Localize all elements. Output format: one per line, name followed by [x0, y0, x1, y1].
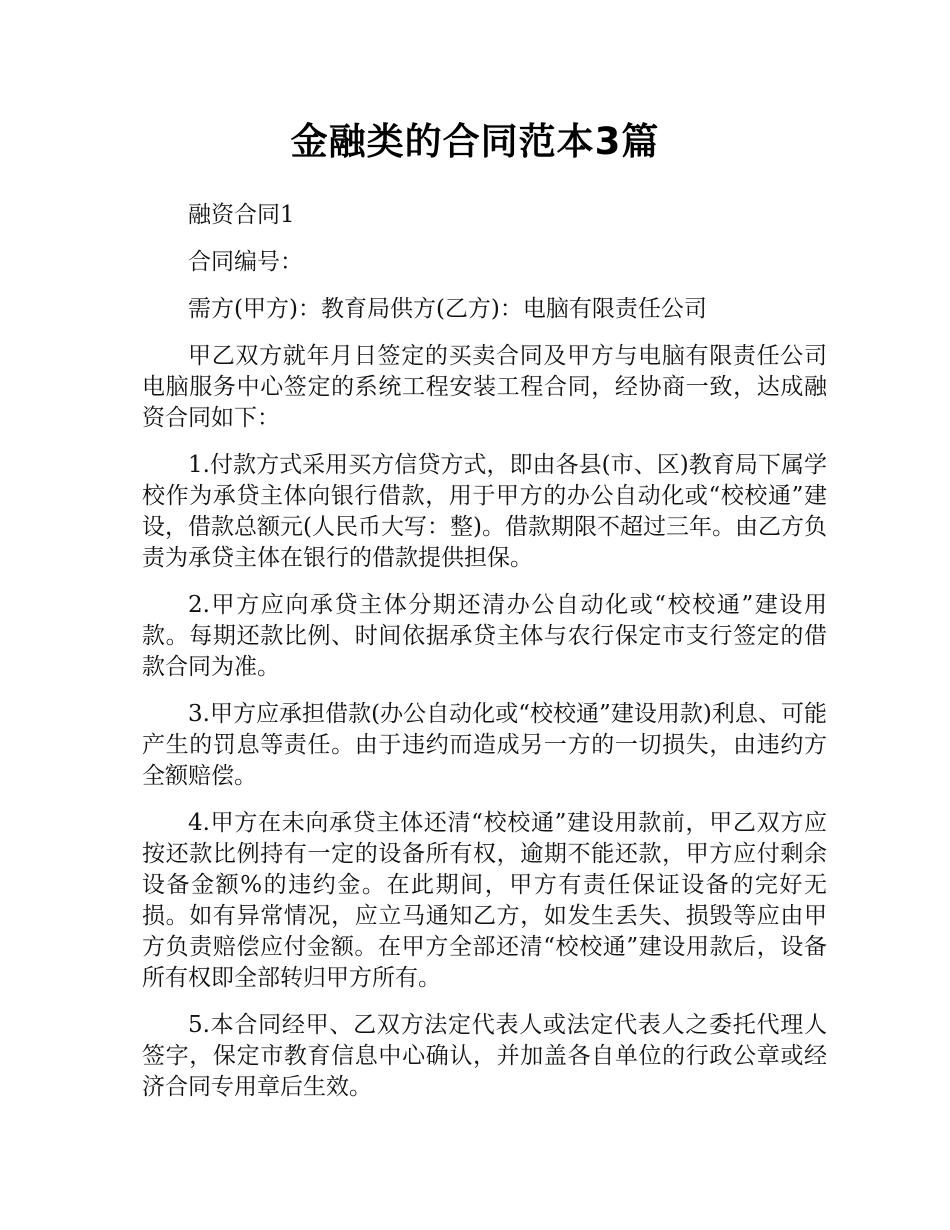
paragraph-contract-heading: 融资合同1 — [188, 202, 295, 228]
document-title: 金融类的合同范本3篇 — [290, 120, 660, 163]
paragraph-clause-5: 5.本合同经甲、乙双方法定代表人或法定代表人之委托代理人签字，保定市教育信息中心确认，并加盖各自单位的行政公章或经济合同专用章后生效。 — [142, 1012, 827, 1100]
paragraph-preamble: 甲乙双方就年月日签定的买卖合同及甲方与电脑有限责任公司电脑服务中心签定的系统工程安装工程合同，经协商一致，达成融资合同如下： — [142, 343, 827, 431]
paragraph-parties: 需方(甲方)：教育局供方(乙方)：电脑有限责任公司 — [188, 296, 707, 322]
document-body — [142, 200, 827, 1119]
paragraph-clause-1: 1.付款方式采用买方信贷方式，即由各县(市、区)教育局下属学校作为承贷主体向银行借款，用于甲方的办公自动化或“校校通”建设，借款总额元(人民币大写：整)。借款期限不超过三年。由乙方负责为承贷主体在银行的借款提供担保。 — [142, 452, 827, 571]
paragraph-clause-3: 3.甲方应承担借款(办公自动化或“校校通”建设用款)利息、可能产生的罚息等责任。由于违约而造成另一方的一切损失，由违约方全额赔偿。 — [142, 701, 827, 789]
paragraph-clause-4: 4.甲方在未向承贷主体还清“校校通”建设用款前，甲乙双方应按还款比例持有一定的设备所有权，逾期不能还款，甲方应付剩余设备金额%的违约金。在此期间，甲方有责任保证设备的完好无损。如有异常情况，应立马通知乙方，如发生丢失、损毁等应由甲方负责赔偿应付金额。在甲方全部还清“校校通”建设用款后，设备所有权即全部转归甲方所有。 — [142, 810, 827, 991]
paragraph-contract-number: 合同编号： — [188, 249, 303, 275]
paragraph-clause-2: 2.甲方应向承贷主体分期还清办公自动化或“校校通”建设用款。每期还款比例、时间依据承贷主体与农行保定市支行签定的借款合同为准。 — [142, 592, 827, 680]
